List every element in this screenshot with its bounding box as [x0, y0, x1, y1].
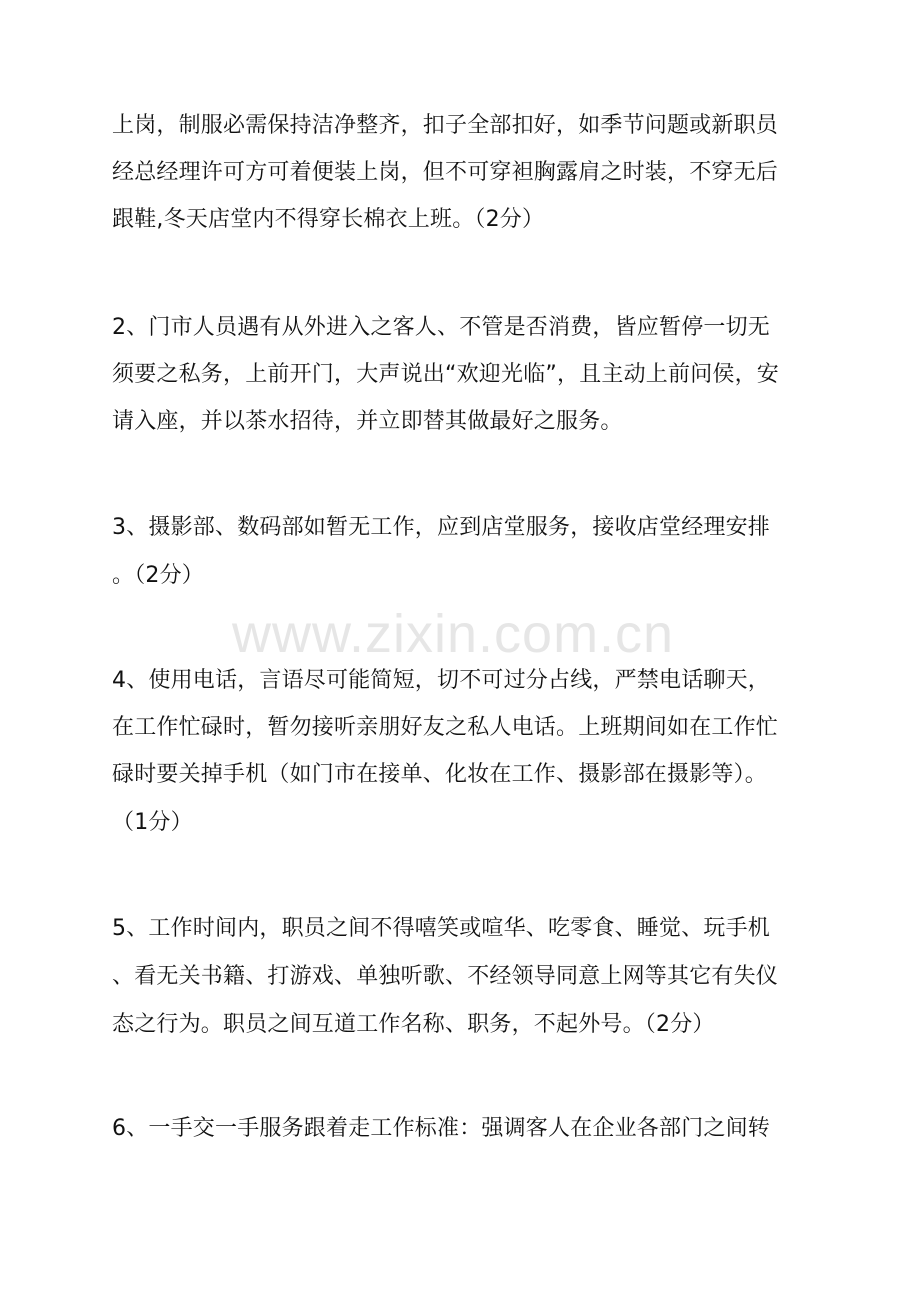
paragraph-1-line-3: 跟鞋,冬天店堂内不得穿长棉衣上班。（2分）	[112, 207, 545, 232]
paragraph-3-line-1: 3、摄影部、数码部如暂无工作，应到店堂服务，接收店堂经理安排	[112, 515, 770, 540]
paragraph-5-line-1: 5、工作时间内，职员之间不得嘻笑或喧华、吃零食、睡觉、玩手机	[112, 916, 770, 941]
paragraph-1-line-2: 经总经理许可方可着便装上岗，但不可穿袒胸露肩之时装，不穿无后	[112, 160, 779, 185]
paragraph-4-line-1: 4、使用电话，言语尽可能简短，切不可过分占线，严禁电话聊天，	[112, 668, 770, 693]
paragraph-2-line-3: 请入座，并以茶水招待，并立即替其做最好之服务。	[112, 409, 623, 434]
paragraph-4-line-3: 碌时要关掉手机（如门市在接单、化妆在工作、摄影部在摄影等）。	[112, 762, 768, 787]
paragraph-6-line-1: 6、一手交一手服务跟着走工作标准：强调客人在企业各部门之间转	[112, 1116, 770, 1141]
paragraph-3-line-2: 。（2分）	[112, 563, 204, 588]
paragraph-2-line-2: 须要之私务，上前开门，大声说出“欢迎光临”，且主动上前问侯，安	[112, 362, 779, 387]
paragraph-4-line-2: 在工作忙碌时，暂勿接听亲朋好友之私人电话。上班期间如在工作忙	[112, 715, 779, 740]
paragraph-5-line-2: 、看无关书籍、打游戏、单独听歌、不经领导同意上网等其它有失仪	[112, 964, 779, 989]
watermark: www.zixin.com.cn	[232, 604, 675, 664]
paragraph-4-line-4: （1分）	[112, 810, 193, 835]
paragraph-2-line-1: 2、门市人员遇有从外进入之客人、不管是否消费，皆应暂停一切无	[112, 315, 770, 340]
paragraph-5-line-3: 态之行为。职员之间互道工作名称、职务，不起外号。（2分）	[112, 1012, 715, 1037]
paragraph-1-line-1: 上岗，制服必需保持洁净整齐，扣子全部扣好，如季节问题或新职员	[112, 113, 779, 138]
